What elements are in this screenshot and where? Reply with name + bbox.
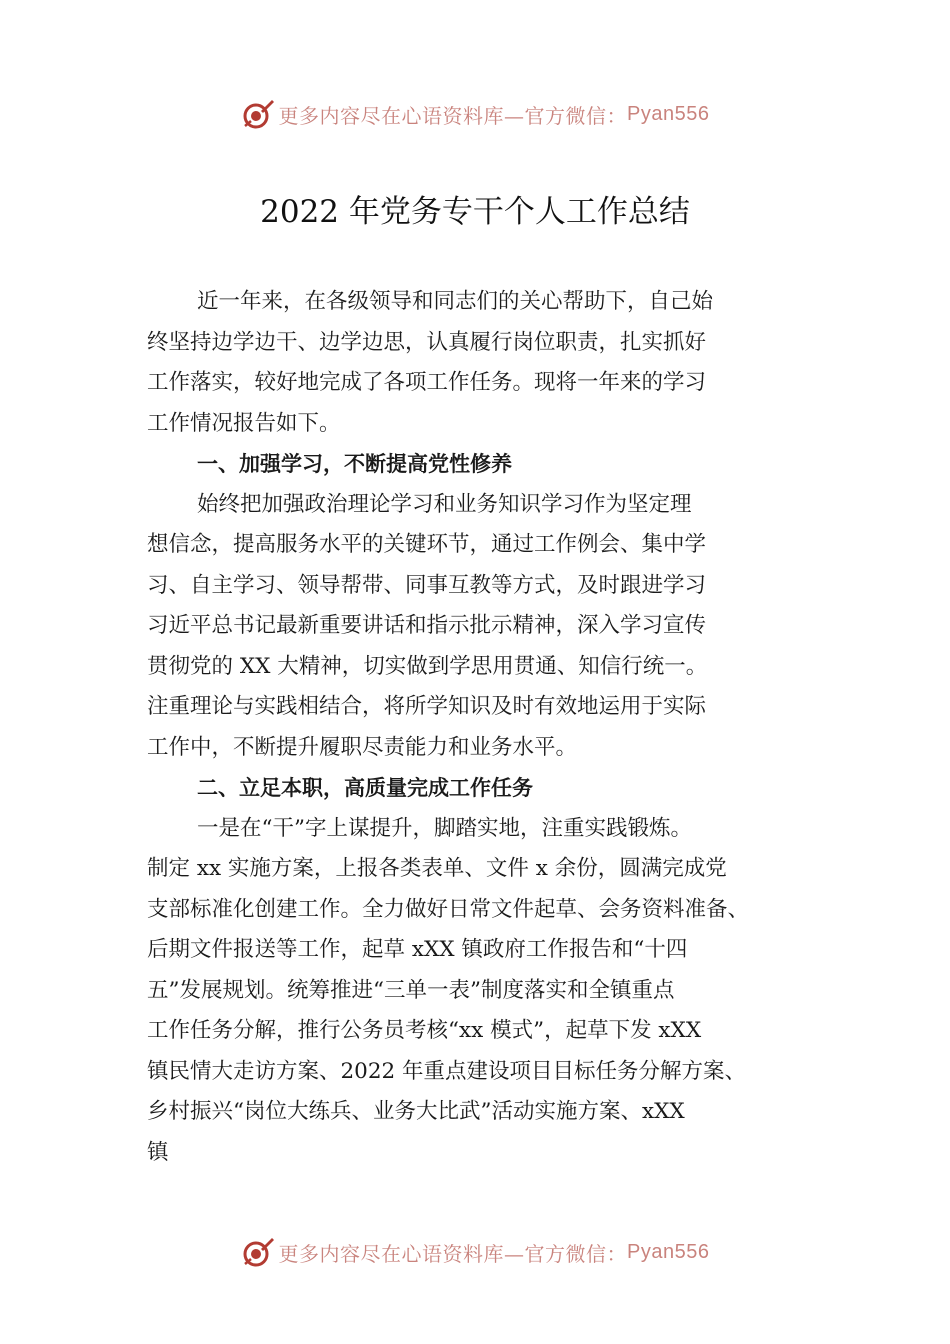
section-heading: 二、立足本职，高质量完成工作任务 (197, 776, 533, 800)
watermark-wechat-id: Pyan556 (627, 102, 710, 125)
paragraph-line: 始终把加强政治理论学习和业务知识学习作为坚定理 (197, 491, 692, 517)
paragraph-line: 注重理论与实践相结合，将所学知识及时有效地运用于实际 (147, 694, 707, 719)
paragraph-line: 终坚持边学边干、边学边思，认真履行岗位职责，扎实抓好 (147, 329, 707, 355)
paragraph-line: 工作落实，较好地完成了各项工作任务。现将一年来的学习 (147, 370, 707, 395)
paragraph-line: 五”发展规划。统筹推进“三单一表”制度落实和全镇重点 (147, 977, 675, 1003)
paragraph-line: 习、自主学习、领导帮带、同事互教等方式，及时跟进学习 (147, 572, 707, 598)
paragraph-line: 支部标准化创建工作。全力做好日常文件起草、会务资料准备、 (147, 896, 750, 922)
paragraph-line: 工作任务分解，推行公务员考核“xx 模式”，起草下发 xXX (147, 1018, 702, 1043)
paragraph-line: 想信念，提高服务水平的关键环节，通过工作例会、集中学 (147, 532, 707, 557)
document-body (147, 282, 847, 1173)
pen-logo-icon (241, 1235, 275, 1269)
paragraph-line: 工作情况报告如下。 (147, 410, 341, 436)
paragraph-line: 贯彻党的 XX 大精神，切实做到学思用贯通、知信行统一。 (147, 653, 708, 679)
paragraph-line: 后期文件报送等工作，起草 xXX 镇政府工作报告和“十四 (147, 937, 688, 962)
section-heading: 一、加强学习，不断提高党性修养 (197, 452, 512, 476)
watermark-text: 更多内容尽在心语资料库—官方微信： (278, 1241, 628, 1266)
paragraph-line: 乡村振兴“岗位大练兵、业务大比武”活动实施方案、xXX (147, 1099, 685, 1124)
pen-logo-icon (241, 97, 275, 131)
paragraph-line: 制定 xx 实施方案，上报各类表单、文件 x 余份，圆满完成党 (147, 856, 727, 881)
paragraph-line: 一是在“干”字上谋提升，脚踏实地，注重实践锻炼。 (197, 815, 692, 841)
paragraph-line: 镇 (147, 1139, 169, 1165)
paragraph-line: 镇民情大走访方案、2022 年重点建设项目目标任务分解方案、 (147, 1058, 747, 1084)
watermark-banner-top (0, 94, 950, 134)
paragraph-line: 工作中，不断提升履职尽责能力和业务水平。 (147, 734, 578, 760)
paragraph-line: 习近平总书记最新重要讲话和指示批示精神，深入学习宣传 (147, 613, 707, 638)
paragraph-line: 近一年来，在各级领导和同志们的关心帮助下，自己始 (197, 289, 714, 314)
document-title: 2022 年党务专干个人工作总结 (260, 194, 690, 230)
watermark-banner-bottom (0, 1232, 950, 1272)
watermark-text: 更多内容尽在心语资料库—官方微信： (278, 103, 628, 128)
watermark-wechat-id: Pyan556 (627, 1240, 710, 1263)
